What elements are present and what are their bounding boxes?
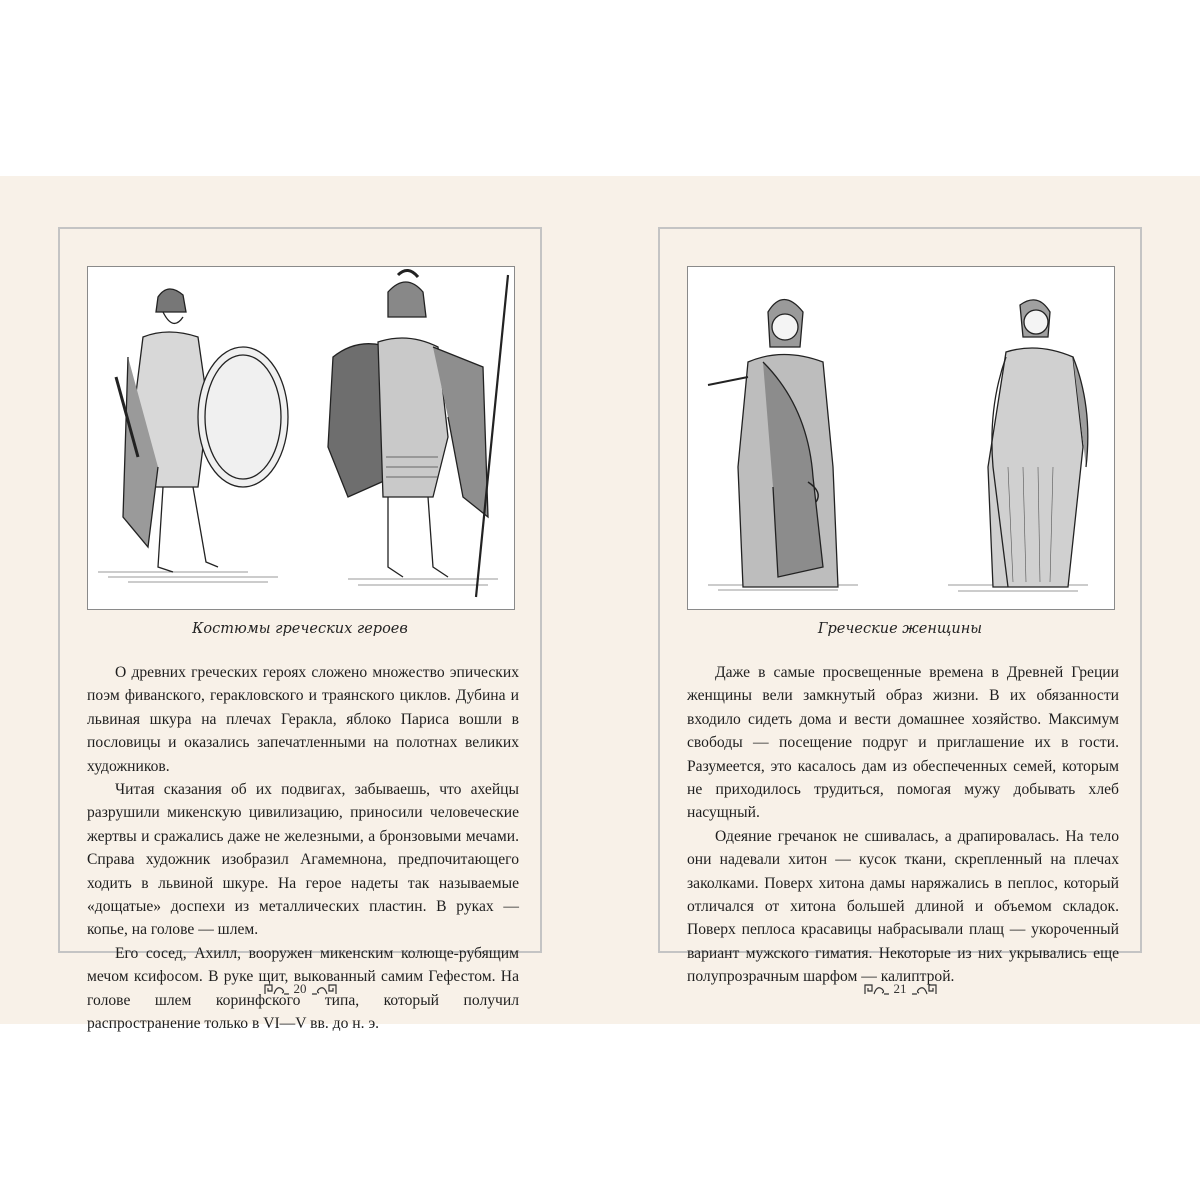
engraving-heroes [88,267,515,610]
greek-wave-ornament-icon [864,983,890,995]
paragraph: Читая сказания об их подвигах, забываешь, что ахейцы разрушили микенскую цивилизацию, приносили человеческие жертвы и сражались даже не железными, а бронзовыми мечами. Справа художник изобразил Агамемнона, предпочитающего ходить в львиной шкуре. На герое надеты так называемые «дощатые» доспехи из металлических пластин. В руках — копье, на голове — шлем. [87,781,519,939]
illustration-caption: Греческие женщины [817,621,983,637]
book-spread [0,176,1200,1033]
page-number: 21 [893,981,907,996]
body-text [687,661,1119,989]
right-page [658,227,1142,986]
paragraph: Его сосед, Ахилл, вооружен микенским колюще-рубящим мечом ксифосом. В руке щит, выкованный самим Гефестом. На голове шлем коринфского типа, который получил распространение только в VI—V вв. до н. э. [87,944,519,1033]
page-number-footer [240,979,360,999]
paragraph: Одеяние гречанок не сшивалась, а драпировалась. На тело они надевали хитон — кусок ткани, скрепленный на плечах заколками. Поверх хитона дамы наряжались в пеплос, который отличался от хитона большей длиной и объемом складок. Поверх пеплоса красавицы набрасывали плащ — укороченный вариант мужского гиматия. Некоторые из них укрывались еще полупрозрачным шарфом — калиптрой. [687,827,1119,986]
page-number-footer [840,979,960,999]
greek-wave-ornament-icon [264,983,290,995]
illustration-caption: Костюмы греческих героев [192,621,408,637]
engraving-women [688,267,1115,610]
greek-heroes-illustration [87,266,515,610]
paragraph: Даже в самые просвещенные времена в Древней Греции женщины вели замкнутый образ жизни. В их обязанности входило сидеть дома и вести домашнее хозяйство. Максимум свободы — посещение подруг и приглашение их в гости. Разумеется, это касалось дам из обеспеченных семей, которым не приходилось трудиться, помогая мужу добывать хлеб насущный. [687,664,1119,822]
greek-women-illustration [687,266,1115,610]
greek-wave-ornament-icon [311,983,337,995]
page-number: 20 [293,981,307,996]
greek-wave-ornament-icon [911,983,937,995]
paragraph: О древних греческих героях сложено множество эпических поэм фиванского, геракловского и траянского циклов. Дубина и львиная шкура на плечах Геракла, яблоко Париса вошли в пословицы и оказались запечатленными на полотнах великих художников. [87,664,519,775]
